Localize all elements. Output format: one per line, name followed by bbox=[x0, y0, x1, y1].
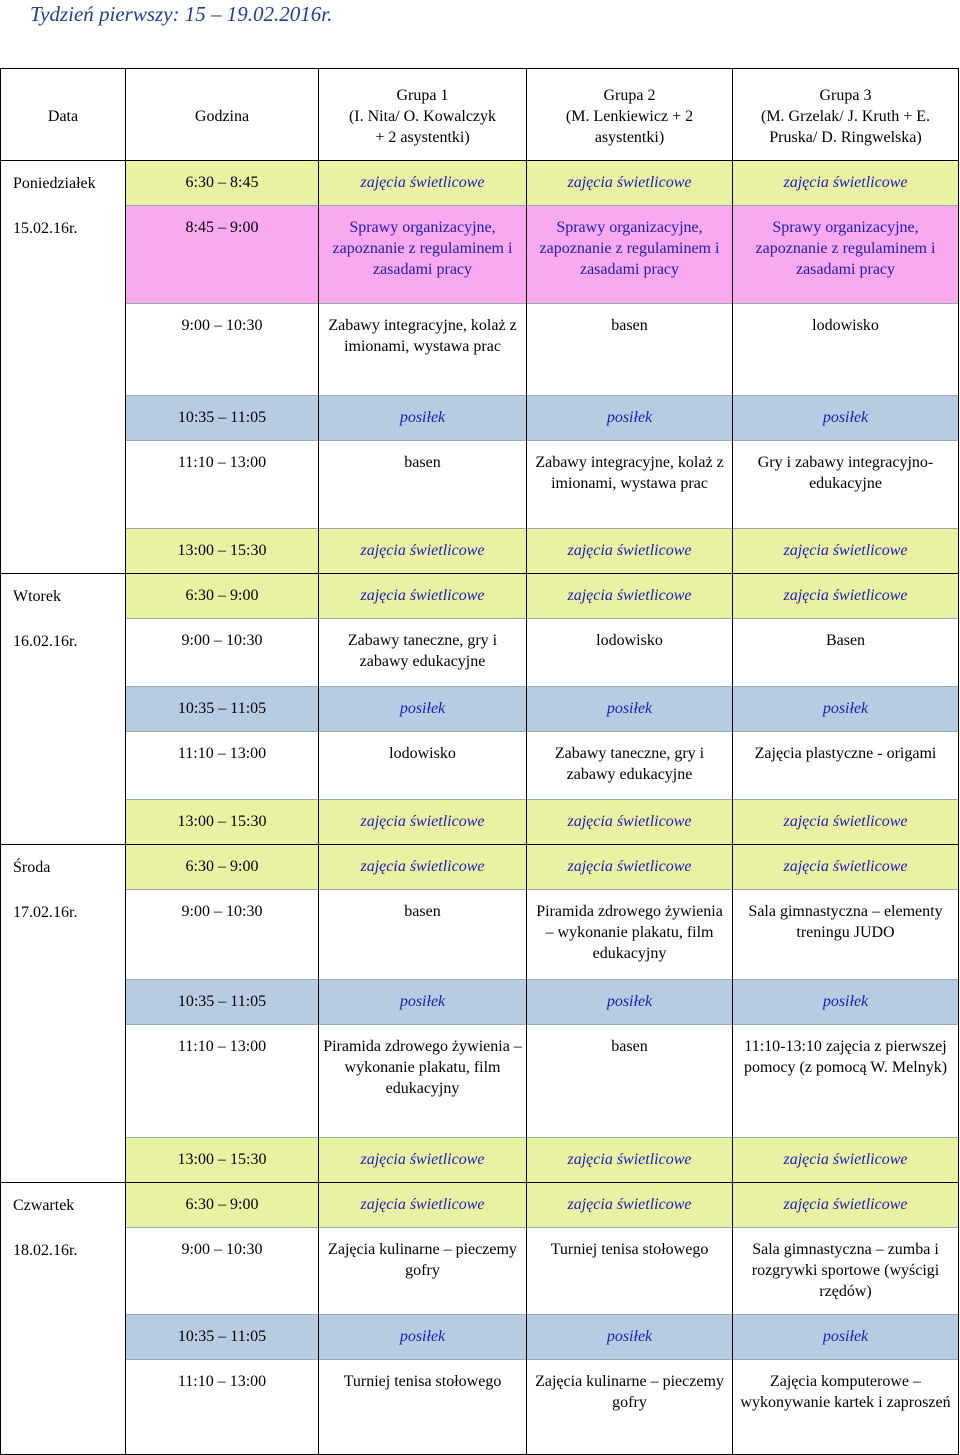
day-cell-empty bbox=[1, 304, 126, 396]
schedule-row bbox=[1, 396, 959, 441]
activity-cell-grupa-2: basen bbox=[527, 1025, 733, 1138]
day-name: Czwartek bbox=[1, 1183, 126, 1228]
schedule-row bbox=[1, 529, 959, 574]
activity-cell-grupa-3: zajęcia świetlicowe bbox=[733, 800, 959, 845]
day-name: Środa bbox=[1, 845, 126, 890]
time-cell: 8:45 – 9:00 bbox=[126, 206, 319, 304]
activity-cell-grupa-3: zajęcia świetlicowe bbox=[733, 1183, 959, 1228]
activity-cell-grupa-3: Gry i zabawy integracyjno-edukacyjne bbox=[733, 441, 959, 529]
header-data: Data bbox=[1, 69, 126, 161]
time-cell: 13:00 – 15:30 bbox=[126, 529, 319, 574]
day-cell-empty bbox=[1, 980, 126, 1025]
time-cell: 11:10 – 13:00 bbox=[126, 1025, 319, 1138]
activity-cell-grupa-3: zajęcia świetlicowe bbox=[733, 161, 959, 206]
time-cell: 10:35 – 11:05 bbox=[126, 687, 319, 732]
activity-cell-grupa-1: lodowisko bbox=[319, 732, 527, 800]
schedule-row bbox=[1, 687, 959, 732]
activity-cell-grupa-3: zajęcia świetlicowe bbox=[733, 1138, 959, 1183]
day-cell-empty bbox=[1, 687, 126, 732]
time-cell: 10:35 – 11:05 bbox=[126, 980, 319, 1025]
time-cell: 11:10 – 13:00 bbox=[126, 732, 319, 800]
schedule-table bbox=[0, 68, 959, 1455]
activity-cell-grupa-3: Sala gimnastyczna – zumba i rozgrywki sportowe (wyścigi rzędów) bbox=[733, 1228, 959, 1315]
schedule-row bbox=[1, 441, 959, 529]
time-cell: 6:30 – 8:45 bbox=[126, 161, 319, 206]
schedule-row bbox=[1, 1228, 959, 1315]
activity-cell-grupa-1: basen bbox=[319, 441, 527, 529]
day-cell-empty bbox=[1, 1025, 126, 1138]
activity-cell-grupa-1: zajęcia świetlicowe bbox=[319, 529, 527, 574]
time-cell: 9:00 – 10:30 bbox=[126, 1228, 319, 1315]
time-cell: 6:30 – 9:00 bbox=[126, 845, 319, 890]
activity-cell-grupa-2: Zabawy integracyjne, kolaż z imionami, wystawa prac bbox=[527, 441, 733, 529]
schedule-row bbox=[1, 574, 959, 619]
schedule-row bbox=[1, 1183, 959, 1228]
activity-cell-grupa-1: Zabawy integracyjne, kolaż z imionami, wystawa prac bbox=[319, 304, 527, 396]
activity-cell-grupa-1: posiłek bbox=[319, 1315, 527, 1360]
page-title: Tydzień pierwszy: 15 – 19.02.2016r. bbox=[30, 2, 333, 26]
day-cell-empty bbox=[1, 529, 126, 574]
time-cell: 13:00 – 15:30 bbox=[126, 1138, 319, 1183]
time-cell: 9:00 – 10:30 bbox=[126, 890, 319, 980]
day-cell-empty bbox=[1, 800, 126, 845]
time-cell: 6:30 – 9:00 bbox=[126, 574, 319, 619]
activity-cell-grupa-2: zajęcia świetlicowe bbox=[527, 529, 733, 574]
time-cell: 6:30 – 9:00 bbox=[126, 1183, 319, 1228]
activity-cell-grupa-2: zajęcia świetlicowe bbox=[527, 1183, 733, 1228]
time-cell: 10:35 – 11:05 bbox=[126, 1315, 319, 1360]
schedule-row bbox=[1, 1315, 959, 1360]
activity-cell-grupa-1: Zajęcia kulinarne – pieczemy gofry bbox=[319, 1228, 527, 1315]
header-row bbox=[1, 69, 959, 161]
activity-cell-grupa-1: posiłek bbox=[319, 396, 527, 441]
activity-cell-grupa-3: zajęcia świetlicowe bbox=[733, 574, 959, 619]
header-godzina: Godzina bbox=[126, 69, 319, 161]
activity-cell-grupa-3: Sprawy organizacyjne, zapoznanie z regulaminem i zasadami pracy bbox=[733, 206, 959, 304]
day-cell-empty bbox=[1, 1138, 126, 1183]
schedule-row bbox=[1, 732, 959, 800]
header-grupa-3: Grupa 3 (M. Grzelak/ J. Kruth + E. Pruska/ D. Ringwelska) bbox=[733, 69, 959, 161]
schedule-row bbox=[1, 619, 959, 687]
activity-cell-grupa-3: posiłek bbox=[733, 980, 959, 1025]
activity-cell-grupa-1: zajęcia świetlicowe bbox=[319, 845, 527, 890]
activity-cell-grupa-1: Piramida zdrowego żywienia – wykonanie plakatu, film edukacyjny bbox=[319, 1025, 527, 1138]
activity-cell-grupa-1: zajęcia świetlicowe bbox=[319, 1138, 527, 1183]
activity-cell-grupa-2: lodowisko bbox=[527, 619, 733, 687]
time-cell: 9:00 – 10:30 bbox=[126, 619, 319, 687]
header-grupa-1: Grupa 1 (I. Nita/ O. Kowalczyk + 2 asystentki) bbox=[319, 69, 527, 161]
time-cell: 11:10 – 13:00 bbox=[126, 441, 319, 529]
schedule-row bbox=[1, 161, 959, 206]
schedule-row bbox=[1, 206, 959, 304]
activity-cell-grupa-1: Sprawy organizacyjne, zapoznanie z regulaminem i zasadami pracy bbox=[319, 206, 527, 304]
schedule-row bbox=[1, 980, 959, 1025]
activity-cell-grupa-2: zajęcia świetlicowe bbox=[527, 1138, 733, 1183]
schedule-row bbox=[1, 304, 959, 396]
time-cell: 11:10 – 13:00 bbox=[126, 1360, 319, 1455]
day-date: 16.02.16r. bbox=[1, 619, 126, 687]
activity-cell-grupa-3: posiłek bbox=[733, 1315, 959, 1360]
activity-cell-grupa-1: basen bbox=[319, 890, 527, 980]
time-cell: 9:00 – 10:30 bbox=[126, 304, 319, 396]
activity-cell-grupa-3: Zajęcia komputerowe – wykonywanie kartek i zaproszeń bbox=[733, 1360, 959, 1455]
day-name: Poniedziałek bbox=[1, 161, 126, 206]
time-cell: 13:00 – 15:30 bbox=[126, 800, 319, 845]
activity-cell-grupa-1: Zabawy taneczne, gry i zabawy edukacyjne bbox=[319, 619, 527, 687]
activity-cell-grupa-2: zajęcia świetlicowe bbox=[527, 574, 733, 619]
day-date: 15.02.16r. bbox=[1, 206, 126, 304]
activity-cell-grupa-3: zajęcia świetlicowe bbox=[733, 529, 959, 574]
schedule-row bbox=[1, 800, 959, 845]
activity-cell-grupa-2: posiłek bbox=[527, 1315, 733, 1360]
activity-cell-grupa-3: Sala gimnastyczna – elementy treningu JUDO bbox=[733, 890, 959, 980]
activity-cell-grupa-2: Zabawy taneczne, gry i zabawy edukacyjne bbox=[527, 732, 733, 800]
activity-cell-grupa-3: posiłek bbox=[733, 396, 959, 441]
activity-cell-grupa-1: Turniej tenisa stołowego bbox=[319, 1360, 527, 1455]
day-cell-empty bbox=[1, 441, 126, 529]
activity-cell-grupa-1: zajęcia świetlicowe bbox=[319, 800, 527, 845]
activity-cell-grupa-2: basen bbox=[527, 304, 733, 396]
schedule-row bbox=[1, 1025, 959, 1138]
activity-cell-grupa-3: Basen bbox=[733, 619, 959, 687]
activity-cell-grupa-3: Zajęcia plastyczne - origami bbox=[733, 732, 959, 800]
activity-cell-grupa-2: posiłek bbox=[527, 687, 733, 732]
day-date: 17.02.16r. bbox=[1, 890, 126, 980]
activity-cell-grupa-2: Zajęcia kulinarne – pieczemy gofry bbox=[527, 1360, 733, 1455]
time-cell: 10:35 – 11:05 bbox=[126, 396, 319, 441]
day-cell-empty bbox=[1, 1315, 126, 1360]
activity-cell-grupa-2: Turniej tenisa stołowego bbox=[527, 1228, 733, 1315]
activity-cell-grupa-3: 11:10-13:10 zajęcia z pierwszej pomocy (z pomocą W. Melnyk) bbox=[733, 1025, 959, 1138]
activity-cell-grupa-2: Piramida zdrowego żywienia – wykonanie plakatu, film edukacyjny bbox=[527, 890, 733, 980]
activity-cell-grupa-3: lodowisko bbox=[733, 304, 959, 396]
activity-cell-grupa-1: zajęcia świetlicowe bbox=[319, 161, 527, 206]
day-cell-empty bbox=[1, 396, 126, 441]
activity-cell-grupa-3: zajęcia świetlicowe bbox=[733, 845, 959, 890]
schedule-body bbox=[1, 161, 959, 1455]
activity-cell-grupa-2: zajęcia świetlicowe bbox=[527, 845, 733, 890]
activity-cell-grupa-3: posiłek bbox=[733, 687, 959, 732]
day-cell-empty bbox=[1, 732, 126, 800]
activity-cell-grupa-1: zajęcia świetlicowe bbox=[319, 574, 527, 619]
activity-cell-grupa-2: posiłek bbox=[527, 396, 733, 441]
activity-cell-grupa-1: zajęcia świetlicowe bbox=[319, 1183, 527, 1228]
activity-cell-grupa-2: zajęcia świetlicowe bbox=[527, 161, 733, 206]
header-grupa-2: Grupa 2 (M. Lenkiewicz + 2 asystentki) bbox=[527, 69, 733, 161]
activity-cell-grupa-1: posiłek bbox=[319, 980, 527, 1025]
schedule-row bbox=[1, 1138, 959, 1183]
activity-cell-grupa-2: Sprawy organizacyjne, zapoznanie z regulaminem i zasadami pracy bbox=[527, 206, 733, 304]
activity-cell-grupa-2: zajęcia świetlicowe bbox=[527, 800, 733, 845]
activity-cell-grupa-1: posiłek bbox=[319, 687, 527, 732]
day-date: 18.02.16r. bbox=[1, 1228, 126, 1315]
schedule-row bbox=[1, 845, 959, 890]
schedule-row bbox=[1, 890, 959, 980]
activity-cell-grupa-2: posiłek bbox=[527, 980, 733, 1025]
schedule-row bbox=[1, 1360, 959, 1455]
day-name: Wtorek bbox=[1, 574, 126, 619]
day-cell-empty bbox=[1, 1360, 126, 1455]
